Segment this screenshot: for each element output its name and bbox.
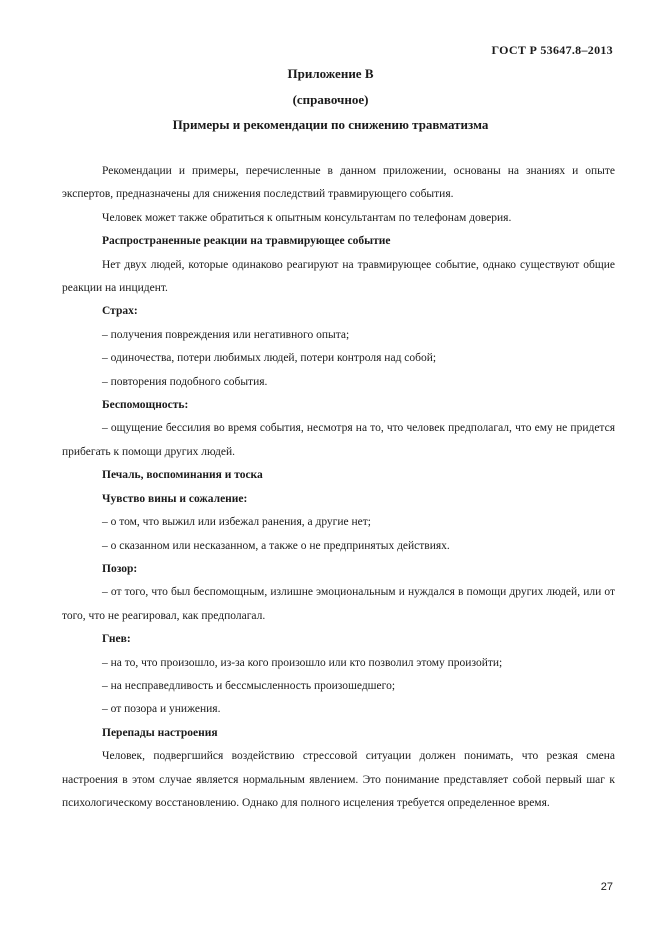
list-item: – на несправедливость и бессмысленность произошедшего; — [102, 679, 396, 692]
appendix-title: Приложение В — [287, 66, 374, 81]
section-heading-guilt: Чувство вины и сожаление: — [102, 492, 248, 505]
section-heading-shame: Позор: — [102, 562, 138, 575]
reactions-paragraph: Нет двух людей, которые одинаково реагируют на травмирующее событие, однако существуют общие реакции на инцидент. — [62, 258, 615, 295]
section-heading-anger: Гнев: — [102, 633, 131, 646]
section-heading-reactions: Распространенные реакции на травмирующее событие — [102, 235, 391, 248]
list-item: – от того, что был беспомощным, излишне эмоциональным и нуждался в помощи других людей, или от того, что не реагировал, как предполагал. — [62, 586, 615, 622]
intro-paragraph: Рекомендации и примеры, перечисленные в данном приложении, основаны на знаниях и опыте экспертов, предназначены для снижения последствий травмирующего события. — [62, 165, 615, 201]
section-heading-sadness: Печаль, воспоминания и тоска — [102, 469, 263, 482]
list-item: – одиночества, потери любимых людей, потери контроля над собой; — [102, 352, 437, 365]
section-heading-helplessness: Беспомощность: — [102, 399, 189, 412]
document-body — [62, 160, 615, 815]
list-item: – о сказанном или несказанном, а также о не предпринятых действиях. — [102, 539, 450, 552]
list-item: – ощущение бессилия во время события, несмотря на то, что человек предполагал, что ему не придется прибегать к помощи других людей. — [62, 422, 615, 458]
appendix-heading: Примеры и рекомендации по снижению травматизма — [172, 117, 489, 132]
list-item: – от позора и унижения. — [102, 703, 221, 716]
section-heading-mood: Перепады настроения — [102, 726, 218, 739]
document-id: ГОСТ Р 53647.8–2013 — [491, 43, 613, 57]
appendix-type: (справочное) — [292, 92, 369, 107]
list-item: – на то, что произошло, из-за кого произошло или кто позволил этому произойти; — [102, 656, 503, 669]
section-heading-fear: Страх: — [102, 305, 138, 318]
list-item: – о том, что выжил или избежал ранения, а другие нет; — [102, 516, 371, 529]
mood-paragraph: Человек, подвергшийся воздействию стрессовой ситуации должен понимать, что резкая смена настроения в этом случае является нормальным явлением. Это понимание представляет собой первый шаг к психологическому восстановлению. Однако для полного исцеления требуется определенное время. — [62, 750, 615, 809]
hotline-paragraph: Человек может также обратиться к опытным консультантам по телефонам доверия. — [102, 211, 512, 224]
list-item: – получения повреждения или негативного опыта; — [102, 328, 350, 341]
list-item: – повторения подобного события. — [102, 375, 268, 388]
page-number: 27 — [600, 881, 613, 893]
